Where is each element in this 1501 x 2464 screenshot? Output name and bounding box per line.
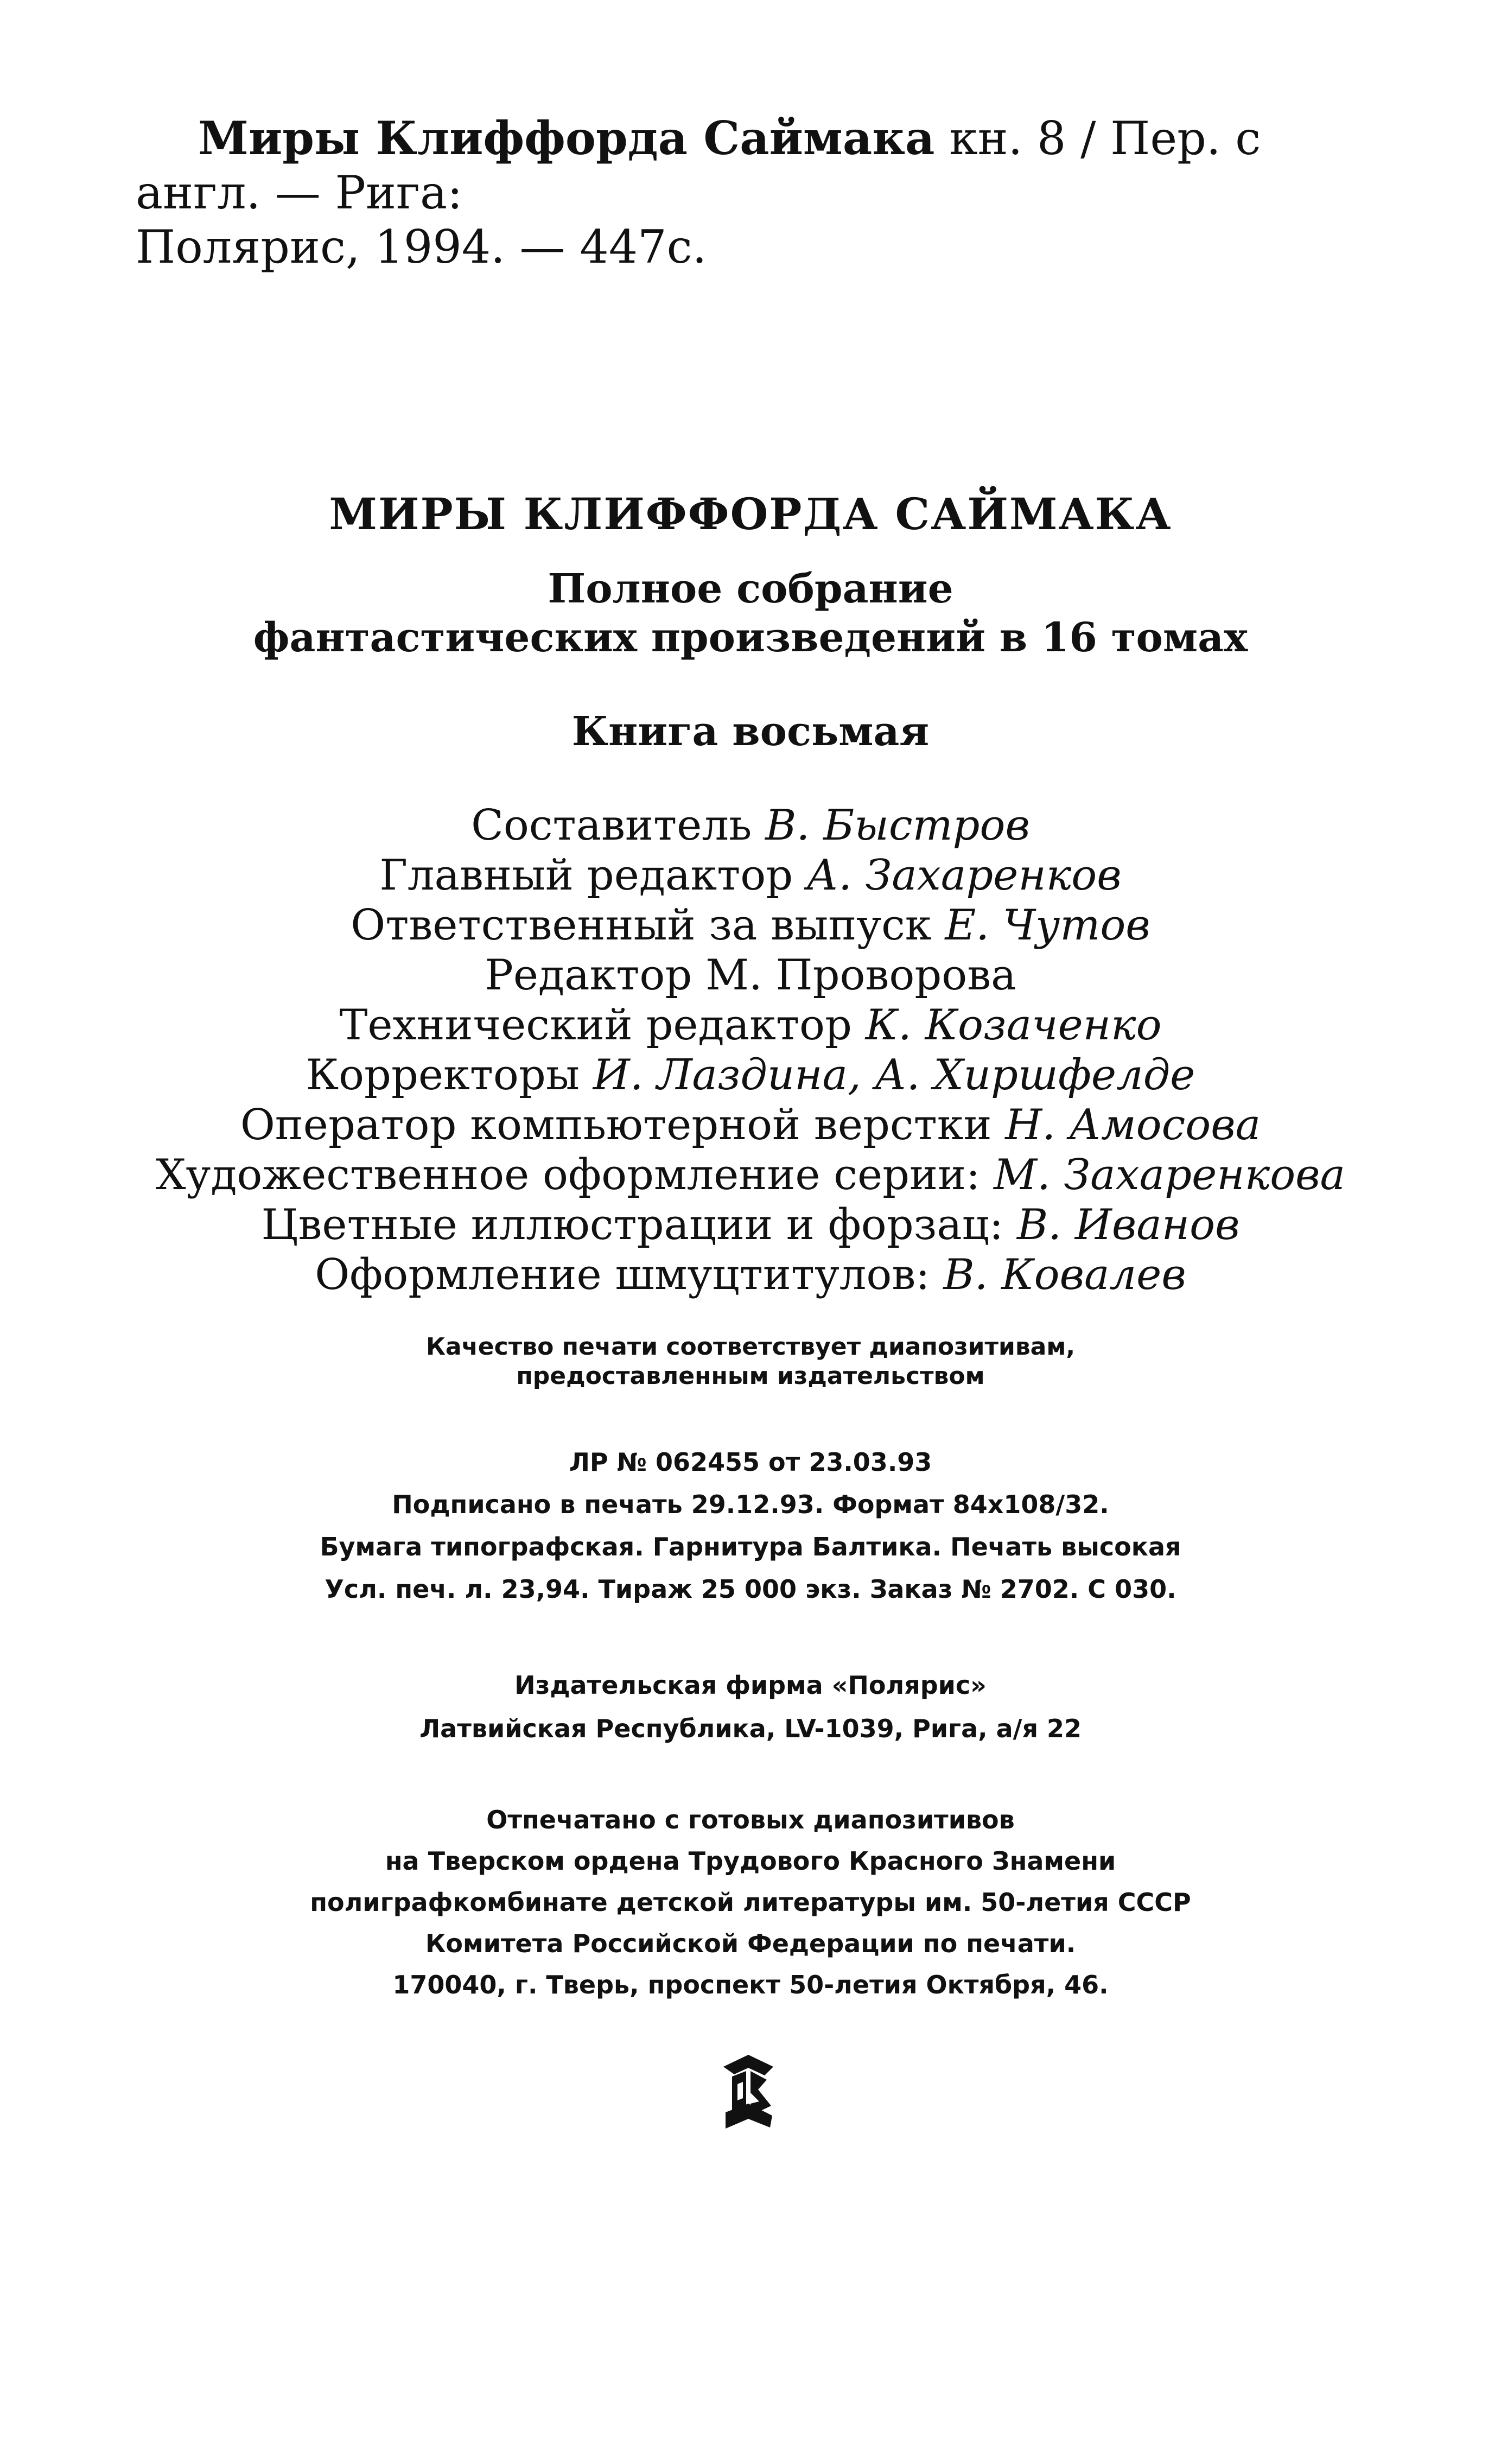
credit-name: А. Захаренков <box>806 851 1122 900</box>
credit-role: Оператор компьютерной верстки <box>240 1101 1006 1150</box>
series-subtitle <box>0 564 1501 662</box>
citation-title: Миры Клиффорда Саймака <box>198 111 935 165</box>
credit-line <box>0 1200 1501 1250</box>
credit-name: В. Ковалев <box>943 1250 1186 1299</box>
credit-name: Н. Амосова <box>1005 1101 1261 1150</box>
printer-line: на Тверском ордена Трудового Красного Знамени <box>385 1846 1116 1876</box>
subtitle-line-1: Полное собрание <box>548 566 953 612</box>
credit-line <box>0 801 1501 850</box>
signed-for-print: Подписано в печать 29.12.93. Формат 84х108/32. <box>392 1490 1109 1519</box>
credit-role: Цветные иллюстрации и форзац: <box>261 1201 1017 1249</box>
license-number: ЛР № 062455 от 23.03.93 <box>569 1447 932 1477</box>
publisher-address: Латвийская Республика, LV-1039, Рига, а/я 22 <box>419 1714 1082 1743</box>
credit-line <box>0 950 1501 1000</box>
credit-line <box>0 1250 1501 1300</box>
credit-role: Составитель <box>471 801 766 850</box>
printer-emblem-icon <box>713 2052 783 2133</box>
credit-role: Корректоры <box>306 1051 593 1100</box>
credit-name: К. Козаченко <box>865 1001 1162 1050</box>
quality-note-line-2: предоставленным издательством <box>516 1362 985 1390</box>
quality-note-line-1: Качество печати соответствует диапозитивам, <box>425 1333 1076 1361</box>
credit-role: Редактор М. Проворова <box>485 951 1016 1000</box>
print-run: Усл. печ. л. 23,94. Тираж 25 000 экз. Заказ № 2702. С 030. <box>325 1574 1176 1604</box>
credit-name: В. Иванов <box>1016 1201 1240 1249</box>
printer-line: Отпечатано с готовых диапозитивов <box>486 1805 1015 1834</box>
credit-name: И. Лаздина, А. Хиршфелде <box>593 1051 1195 1100</box>
printer-info <box>0 1799 1501 2005</box>
credit-role: Художественное оформление серии: <box>155 1151 994 1199</box>
credit-role: Технический редактор <box>339 1001 866 1050</box>
publisher-info <box>0 1663 1501 1750</box>
credit-line <box>0 850 1501 900</box>
citation-publisher-line: Полярис, 1994. — 447с. <box>136 220 707 274</box>
publisher-name: Издательская фирма «Полярис» <box>514 1671 987 1700</box>
print-quality-note <box>0 1332 1501 1391</box>
printer-line: Комитета Российской Федерации по печати. <box>425 1929 1076 1958</box>
print-specifications <box>0 1441 1501 1610</box>
citation-details: кн. 8 / Пер. с англ. — Рига: <box>136 112 1261 219</box>
credits-list <box>0 801 1501 1300</box>
credit-name: М. Захаренкова <box>994 1151 1346 1199</box>
credit-role: Оформление шмуцтитулов: <box>315 1250 944 1299</box>
credit-line <box>0 1150 1501 1200</box>
credit-name: Е. Чутов <box>945 901 1150 950</box>
printer-address: 170040, г. Тверь, проспект 50-летия Октября, 46. <box>392 1970 1109 1999</box>
series-title: МИРЫ КЛИФФОРДА САЙМАКА <box>329 488 1172 539</box>
printer-line: полиграфкомбинате детской литературы им. 50-летия СССР <box>310 1888 1191 1917</box>
credit-name: В. Быстров <box>765 801 1030 850</box>
book-number: Книга восьмая <box>571 708 930 755</box>
credit-role: Ответственный за выпуск <box>351 901 945 950</box>
credit-line <box>0 1100 1501 1150</box>
credit-line <box>0 1000 1501 1050</box>
subtitle-line-2: фантастических произведений в 16 томах <box>253 614 1248 661</box>
credit-line <box>0 900 1501 950</box>
paper-typeface: Бумага типографская. Гарнитура Балтика. Печать высокая <box>320 1532 1181 1561</box>
credit-line <box>0 1050 1501 1100</box>
bibliographic-citation <box>136 111 1373 274</box>
credit-role: Главный редактор <box>379 851 806 900</box>
